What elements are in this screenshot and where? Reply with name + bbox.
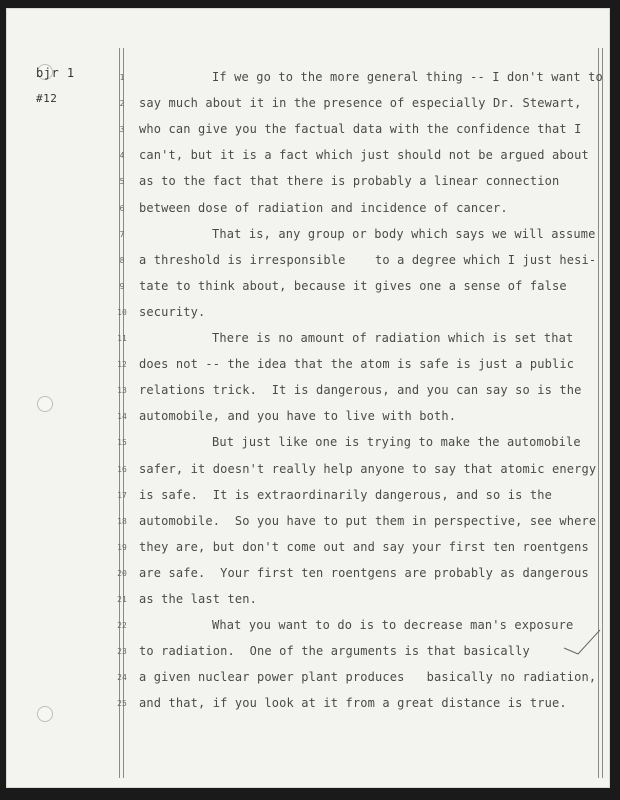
line-number: 15 (117, 438, 127, 448)
transcript-line: automobile. So you have to put them in perspective, see where (139, 513, 597, 528)
transcript-line: relations trick. It is dangerous, and you can say so is the (139, 383, 582, 398)
transcript-line: That is, any group or body which says we will assume (212, 226, 596, 241)
line-number: 6 (119, 203, 125, 213)
transcript-line: is safe. It is extraordinarily dangerous, and so is the (139, 487, 552, 502)
transcript-line: does not -- the idea that the atom is safe is just a public (139, 357, 575, 372)
line-number: 25 (117, 699, 127, 709)
transcript-line: can't, but it is a fact which just should not be argued about (139, 148, 589, 163)
line-number: 7 (119, 229, 125, 239)
line-number: 19 (117, 542, 127, 552)
right-margin-rule (598, 48, 599, 778)
line-number: 18 (117, 516, 127, 526)
line-number: 10 (117, 307, 127, 317)
transcript-line: as to the fact that there is probably a linear connection (139, 174, 560, 189)
transcript-line: What you want to do is to decrease man's exposure (212, 618, 574, 633)
line-number: 24 (117, 673, 127, 683)
line-number: 23 (117, 647, 127, 657)
line-number: 9 (119, 281, 125, 291)
transcript-line: security. (139, 304, 206, 319)
transcript-page (6, 8, 610, 788)
transcript-line: as the last ten. (139, 592, 257, 606)
transcript-line: automobile, and you have to live with both. (139, 409, 457, 424)
transcript-line: between dose of radiation and incidence of cancer. (139, 200, 508, 215)
transcript-line: tate to think about, because it gives one a sense of false (139, 278, 567, 293)
transcript-line: a threshold is irresponsible to a degree which I just hesi- (139, 252, 597, 267)
transcript-line: are safe. Your first ten roentgens are probably as dangerous (139, 565, 589, 580)
line-number: 20 (117, 568, 127, 578)
transcript-line: a given nuclear power plant produces basically no radiation, (139, 670, 597, 685)
line-number: 8 (119, 255, 125, 265)
transcript-line: and that, if you look at it from a great distance is true. (139, 696, 567, 711)
line-number: 21 (117, 595, 127, 604)
transcript-line: If we go to the more general thing -- I don't want to (212, 70, 603, 84)
line-number: 13 (117, 386, 127, 396)
line-number: 17 (117, 490, 127, 500)
reporter-id: bjr 1 (36, 66, 75, 80)
transcript-line: say much about it in the presence of especially Dr. Stewart, (139, 96, 582, 111)
margin-check-mark (562, 628, 602, 658)
transcript-line: But just like one is trying to make the automobile (212, 435, 581, 450)
line-number: 11 (117, 334, 127, 343)
punch-hole (37, 706, 53, 722)
line-number: 22 (117, 621, 127, 631)
line-number: 3 (119, 125, 125, 135)
transcript-line: they are, but don't come out and say your first ten roentgens (139, 539, 589, 554)
line-number: 14 (117, 412, 127, 422)
punch-hole (37, 396, 53, 412)
transcript-line: who can give you the factual data with the confidence that I (139, 122, 582, 137)
transcript-line: to radiation. One of the arguments is that basically (139, 644, 530, 659)
transcript-line: There is no amount of radiation which is set that (212, 331, 574, 345)
transcript-line: safer, it doesn't really help anyone to say that atomic energy (139, 461, 597, 476)
right-margin-rule (602, 48, 603, 778)
line-number: 1 (119, 73, 125, 82)
line-number: 12 (117, 360, 127, 370)
line-number: 4 (119, 151, 125, 161)
line-number: 2 (119, 99, 125, 109)
take-number: #12 (36, 92, 58, 105)
line-number: 5 (119, 177, 125, 187)
line-number: 16 (117, 464, 127, 474)
